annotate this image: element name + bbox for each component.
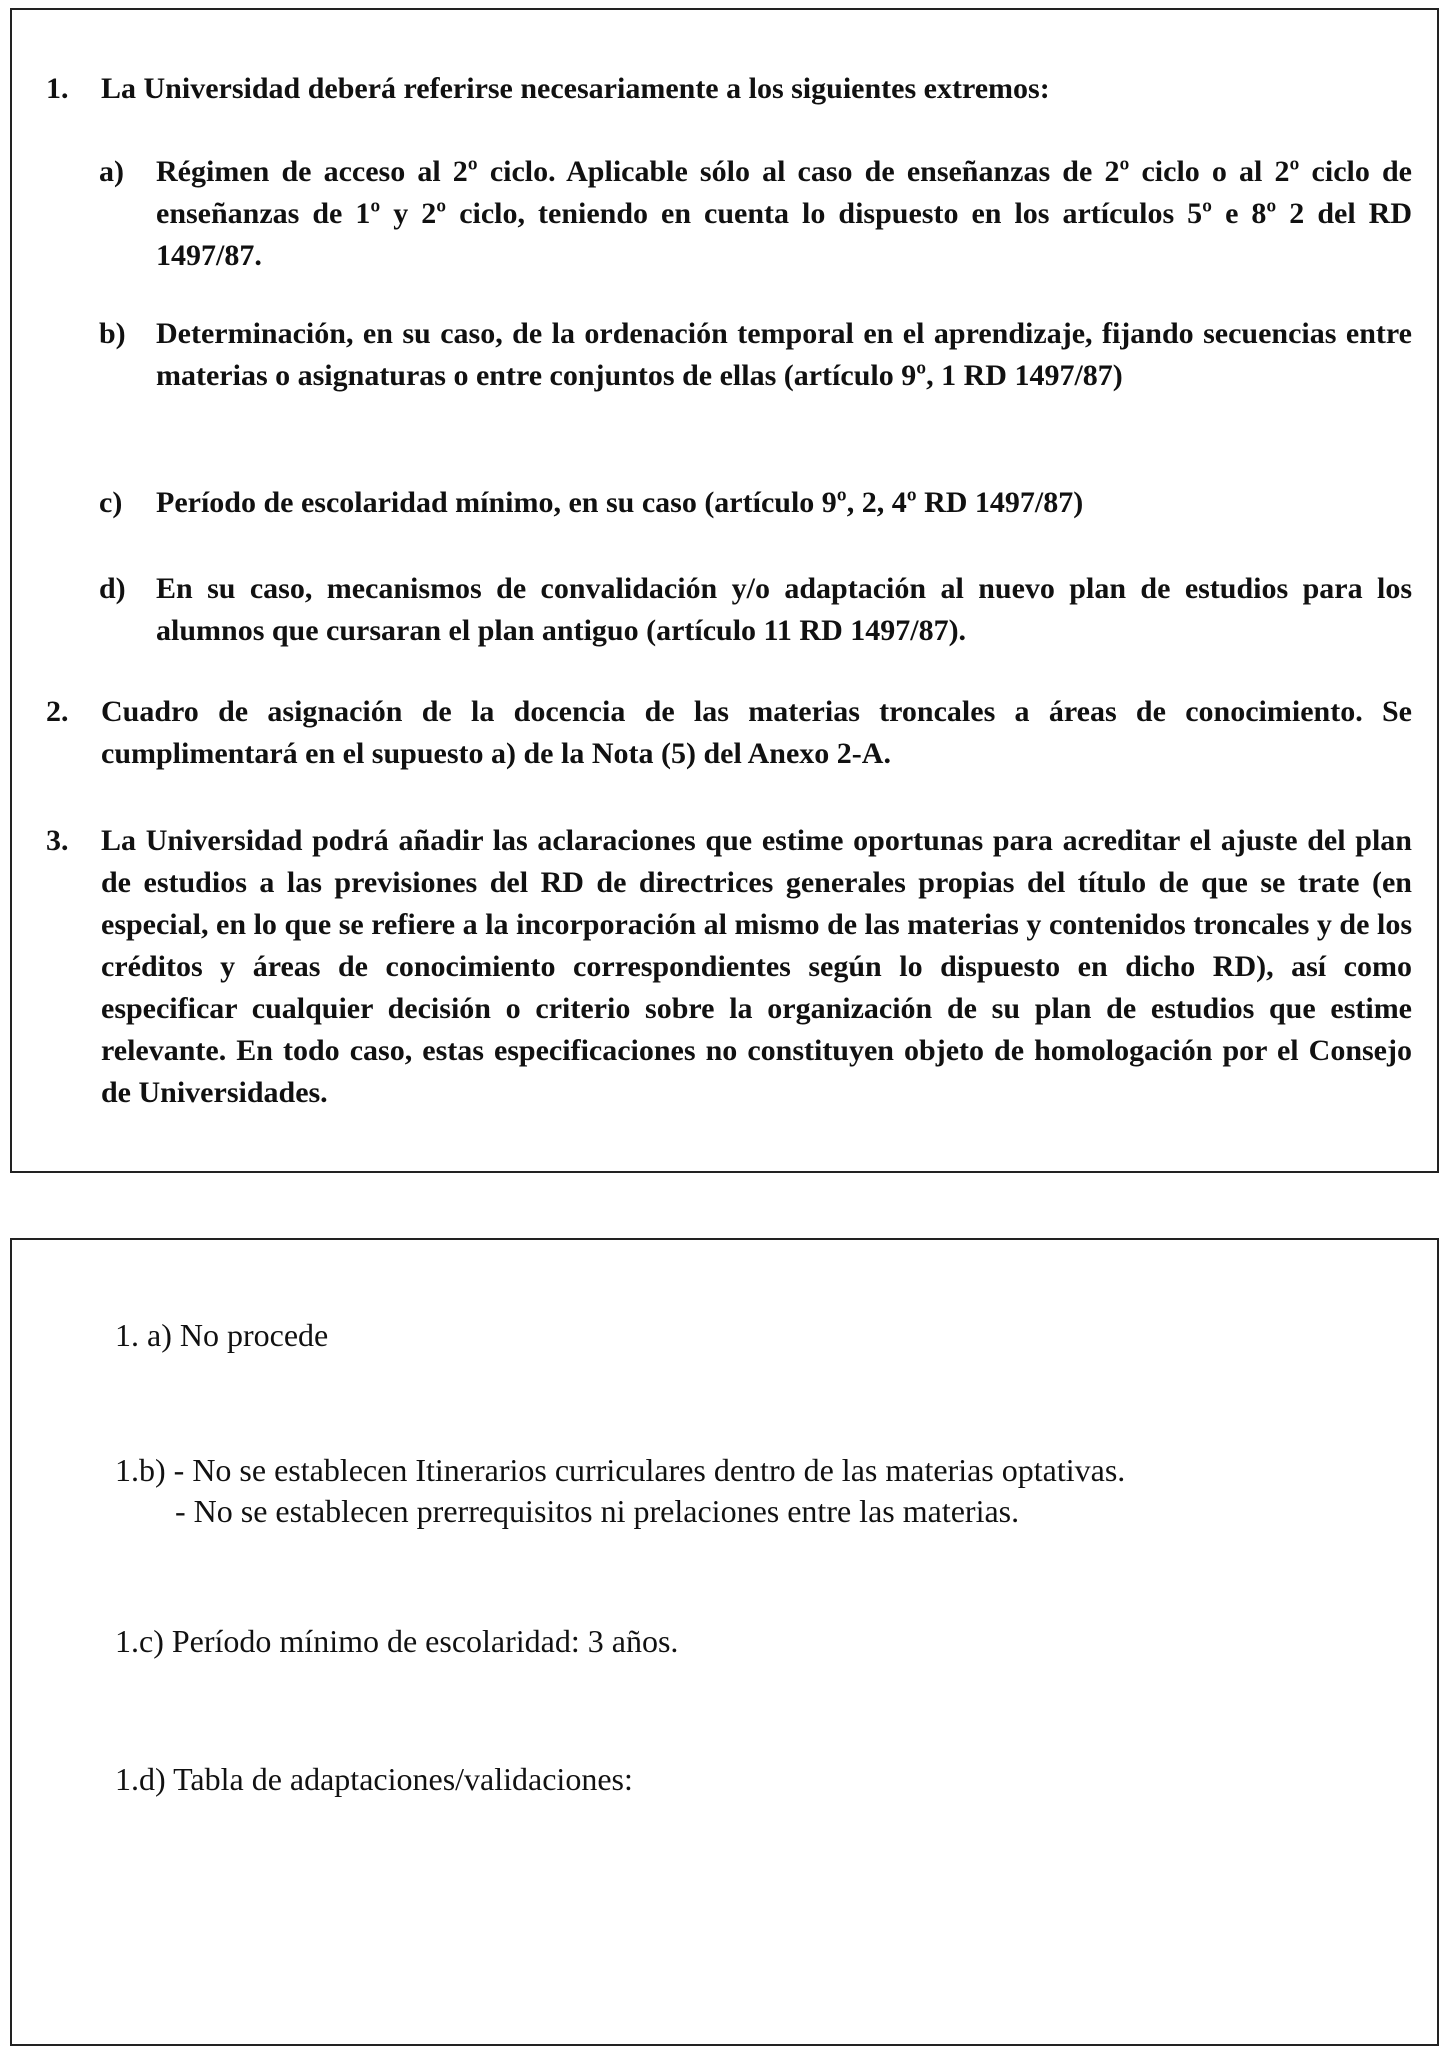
responses-box: [10, 1238, 1439, 2046]
item-3-number: 3.: [46, 824, 69, 857]
item-1b-text: Determinación, en su caso, de la ordenación temporal en el aprendizaje, fijando secuencias entre materias o asignaturas o entre conjuntos de ellas (artículo 9º, 1 RD 1497/87): [156, 317, 1412, 392]
item-1a-text: Régimen de acceso al 2º ciclo. Aplicable sólo al caso de enseñanzas de 2º ciclo o al 2º ciclo de enseñanzas de 1º y 2º ciclo, teniendo en cuenta lo dispuesto en los artículos 5º e 8º 2 del RD 1497/87.: [156, 155, 1412, 272]
response-1a: 1. a) No procede: [115, 1317, 329, 1353]
response-1b-line2: - No se establecen prerrequisitos ni prelaciones entre las materias.: [175, 1493, 1020, 1529]
instructions-box: [10, 8, 1439, 1173]
item-3-text: La Universidad podrá añadir las aclaraciones que estime oportunas para acreditar el ajuste del plan de estudios a las previsiones del RD de directrices generales propias del título de que se trate (en especial, en lo que se refiere a la incorporación al mismo de las materias y contenidos troncales y de los créditos y áreas de conocimiento correspondientes según lo dispuesto en dicho RD), así como especificar cualquier decisión o criterio sobre la organización de su plan de estudios que estime relevante. En todo caso, estas especificaciones no constituyen objeto de homologación por el Consejo de Universidades.: [101, 824, 1412, 1109]
item-1b-letter: b): [99, 317, 126, 350]
item-1a-letter: a): [99, 155, 124, 188]
item-1-text: La Universidad deberá referirse necesariamente a los siguientes extremos:: [101, 72, 1050, 105]
item-1-number: 1.: [46, 72, 69, 105]
item-2-text: Cuadro de asignación de la docencia de las materias troncales a áreas de conocimiento. Se cumplimentará en el supuesto a) de la Nota (5) del Anexo 2-A.: [101, 695, 1412, 770]
response-1b-line1: 1.b) - No se establecen Itinerarios curriculares dentro de las materias optativas.: [115, 1452, 1126, 1488]
response-1c: 1.c) Período mínimo de escolaridad: 3 años.: [115, 1623, 679, 1659]
item-1d-text: En su caso, mecanismos de convalidación y/o adaptación al nuevo plan de estudios para los alumnos que cursaran el plan antiguo (artículo 11 RD 1497/87).: [156, 572, 1412, 647]
item-2-number: 2.: [46, 695, 69, 728]
item-1d-letter: d): [99, 572, 126, 605]
item-1c-text: Período de escolaridad mínimo, en su caso (artículo 9º, 2, 4º RD 1497/87): [156, 486, 1084, 519]
item-1c-letter: c): [99, 486, 123, 519]
response-1d: 1.d) Tabla de adaptaciones/validaciones:: [115, 1761, 633, 1797]
